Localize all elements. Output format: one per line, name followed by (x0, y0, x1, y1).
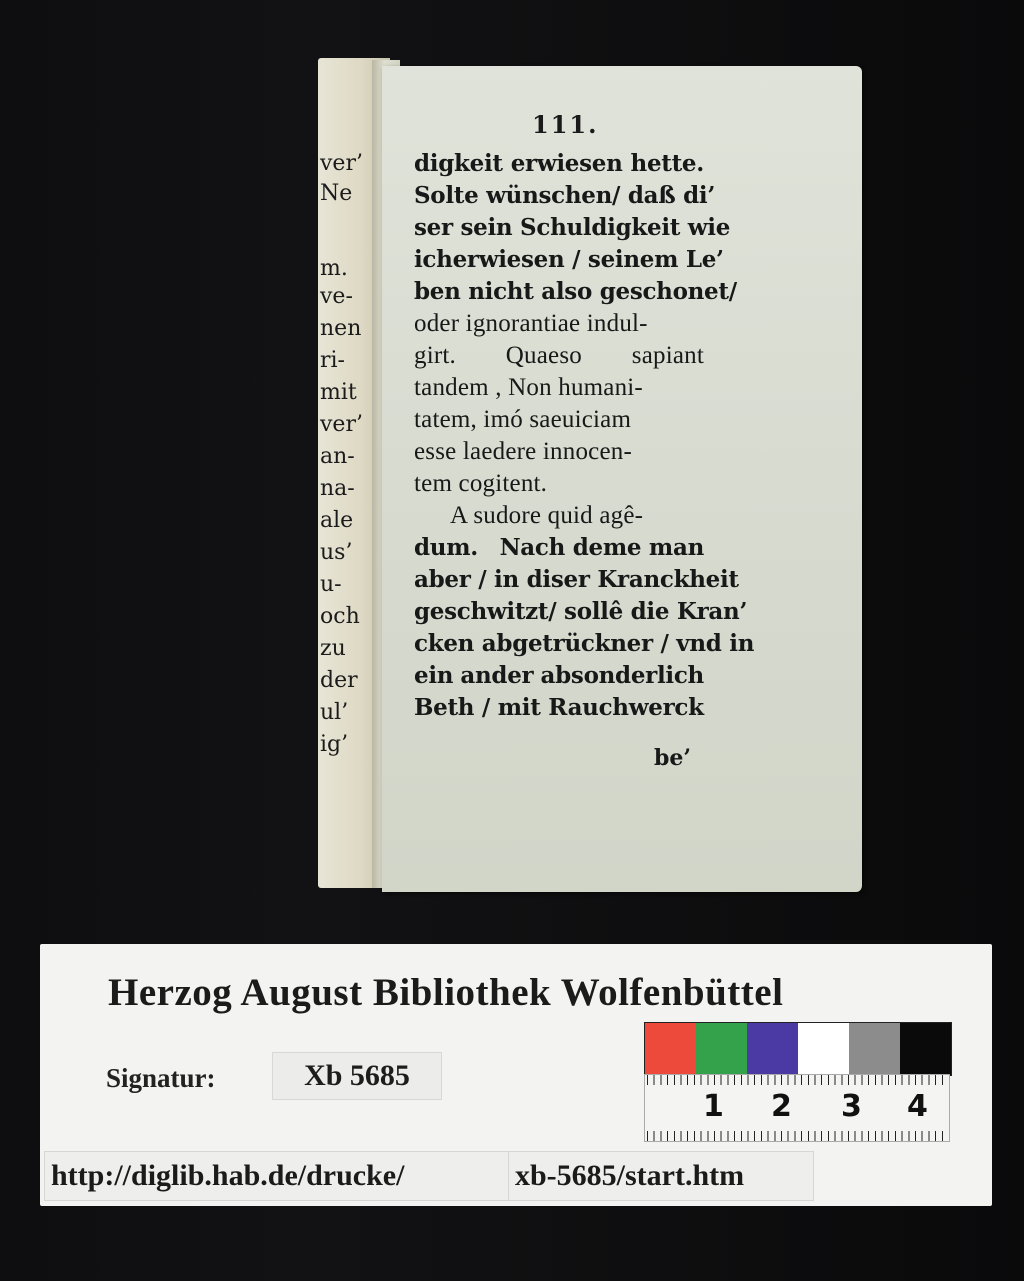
ruler-ticks-top (647, 1075, 947, 1085)
left-page-fragment: m. (320, 256, 348, 281)
color-swatch (747, 1023, 798, 1075)
measurement-ruler (644, 1074, 950, 1142)
ruler-ticks-bottom (647, 1131, 947, 1141)
text-line (414, 182, 716, 214)
text-segment: oder ignorantiae indul- (414, 310, 648, 337)
text-segment: erwiesen / seinem Le’ (452, 246, 724, 273)
text-segment: cken abgetrückner / vnd in (414, 630, 755, 657)
text-line (414, 598, 748, 630)
text-segment: absonderlich (540, 662, 704, 689)
signatur-label: Signatur: (106, 1063, 216, 1093)
color-swatch (696, 1023, 747, 1075)
page-text (414, 150, 755, 726)
left-page-fragment: ig’ (320, 732, 349, 757)
text-line (414, 342, 704, 374)
text-line (414, 470, 704, 502)
text-segment: aber / in diser Kranckheit (414, 566, 739, 593)
left-page-fragment: der (320, 668, 358, 693)
text-segment: tatem, imó saeuiciam (414, 406, 632, 433)
url-part-1: http://diglib.hab.de/drucke/ (44, 1151, 514, 1201)
text-line (414, 694, 704, 726)
text-line (414, 534, 704, 566)
ruler-number: 4 (907, 1089, 928, 1124)
left-page-fragment: ver’ (320, 412, 363, 437)
text-line (414, 662, 704, 694)
text-line (414, 278, 737, 310)
ruler-number: 3 (841, 1089, 862, 1124)
left-page-fragment: mit (320, 380, 357, 405)
left-page-fragment: u- (320, 572, 342, 597)
text-line (414, 374, 704, 406)
text-line (414, 214, 731, 246)
text-segment: ser sein Schuldigkeit wie (414, 214, 731, 241)
text-segment: sapiant (631, 342, 704, 369)
text-line (414, 246, 724, 278)
text-segment: ben nicht also geschonet/ (414, 278, 737, 305)
text-segment: Nach deme man (499, 534, 704, 561)
text-segment: digkeit (414, 150, 503, 177)
left-page-fragment: an- (320, 444, 355, 469)
color-swatch (849, 1023, 900, 1075)
page-number: 111. (532, 110, 599, 139)
text-segment: erwiesen (510, 150, 623, 177)
color-swatch (645, 1023, 696, 1075)
text-line (414, 630, 755, 662)
text-line (414, 438, 704, 470)
left-page-fragment: och (320, 604, 360, 629)
left-page-fragment: nen (320, 316, 362, 341)
ruler-number: 2 (771, 1089, 792, 1124)
color-calibration-chart (644, 1022, 952, 1076)
library-name: Herzog August Bibliothek Wolfenbüttel (108, 971, 784, 1014)
ruler-number: 1 (703, 1089, 724, 1124)
left-page-fragment: ri- (320, 348, 345, 373)
signatur-value: Xb 5685 (272, 1052, 442, 1100)
left-page-fragment: zu (320, 636, 346, 661)
text-segment: dum. (414, 534, 478, 561)
text-segment: ander (460, 662, 534, 689)
text-line (414, 406, 704, 438)
text-segment: Beth / mit Rauchwerck (414, 694, 704, 721)
text-segment: A sudore quid agê- (450, 502, 644, 529)
text-line (414, 310, 704, 342)
text-segment: Solte wünschen/ daß di’ (414, 182, 716, 209)
text-segment: geschwitzt/ sollê die Kran’ (414, 598, 748, 625)
catchword: be’ (654, 745, 692, 771)
left-page-fragment: Ne (320, 181, 353, 206)
text-segment: girt. (414, 342, 456, 369)
left-page-fragment: us’ (320, 540, 353, 565)
left-page-fragment: ul’ (320, 700, 349, 725)
text-line (414, 150, 704, 182)
text-segment: hette. (630, 150, 704, 177)
left-page-fragment: ve- (320, 284, 353, 309)
text-segment: ich (414, 246, 453, 273)
left-page-fragment: ale (320, 508, 354, 533)
text-line (414, 566, 739, 598)
text-segment: esse laedere innocen- (414, 438, 632, 465)
color-swatch (900, 1023, 951, 1075)
text-segment: tem cogitent. (414, 470, 548, 497)
text-segment: ein (414, 662, 454, 689)
text-segment: tandem , Non humani- (414, 374, 643, 401)
color-swatch (798, 1023, 849, 1075)
text-line (414, 502, 704, 534)
text-segment: Quaeso (505, 342, 582, 369)
left-page-fragment: ver’ (320, 151, 363, 176)
url-part-2: xb-5685/start.htm (508, 1151, 814, 1201)
left-page-fragment: na- (320, 476, 355, 501)
